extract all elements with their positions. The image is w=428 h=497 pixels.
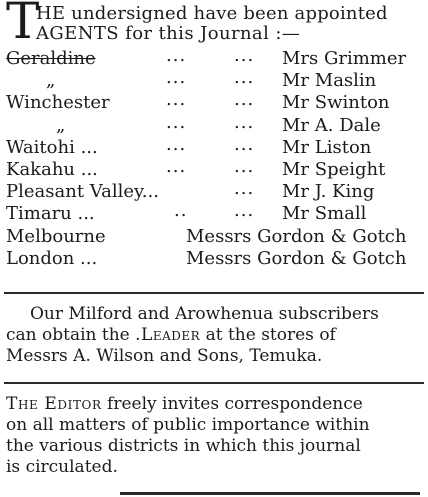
leader-dots: ... (234, 45, 255, 66)
leader-dots: ... (234, 155, 255, 177)
editor-line-3: the various districts in which this journal (6, 436, 361, 456)
leader-dots: ... (166, 89, 187, 111)
editor-title: The Editor (6, 394, 102, 414)
agent-place: Timaru ... (6, 203, 95, 225)
agent-place: Winchester (6, 92, 110, 114)
leader-dots: ... (234, 200, 255, 222)
agent-place: Geraldine (6, 48, 96, 69)
leader-dots: ... (166, 133, 187, 155)
leader-dots: ... (166, 111, 187, 133)
notice-line-2-start: can obtain the (6, 325, 130, 345)
subscribers-notice (6, 304, 424, 367)
ditto-mark: „ (46, 70, 56, 92)
intro-line-1: HE undersigned have been appointed (36, 3, 388, 24)
intro-line-2: AGENTS for this Journal :— (36, 23, 301, 44)
agent-name: Mr A. Dale (282, 114, 381, 136)
agent-place: London ... (6, 247, 98, 269)
notice-line-1: Our Milford and Arowhenua subscribers (30, 304, 379, 324)
editor-line-2: on all matters of public importance within (6, 415, 370, 435)
leader-dots: ... (234, 67, 255, 89)
leader-dots: ... (234, 111, 255, 133)
editor-line-1-end: freely invites correspondence (107, 394, 363, 414)
agent-name: Mr Maslin (282, 70, 377, 92)
leader-dots: ... (234, 178, 255, 200)
agents-list (6, 45, 424, 270)
notice-line-2-end: at the stores of (205, 325, 336, 345)
agents-announcement-heading (6, 2, 424, 52)
agent-row (6, 67, 424, 92)
agent-row (6, 155, 424, 181)
agent-place: Melbourne (6, 225, 106, 247)
editor-line-1 (6, 394, 424, 415)
drop-cap: T (6, 0, 39, 50)
leader-dots: ... (166, 45, 187, 66)
leader-dots: ... (234, 89, 255, 111)
agent-name: Messrs Gordon & Gotch (186, 247, 407, 269)
leader-dots: ... (234, 133, 255, 155)
divider-rule (4, 292, 424, 294)
agent-place: Kakahu ... (6, 158, 98, 180)
agent-row (6, 226, 424, 248)
agent-name: Messrs Gordon & Gotch (186, 225, 407, 247)
agent-row (6, 45, 424, 70)
bottom-rule (120, 492, 420, 495)
agent-row (6, 111, 424, 137)
leader-dots: ... (166, 67, 187, 89)
agent-row (6, 178, 424, 203)
notice-line-2 (6, 325, 424, 346)
editor-line-4: is circulated. (6, 457, 118, 477)
ditto-mark: „ (56, 114, 66, 136)
agent-name: Mr Liston (282, 136, 372, 158)
agent-row (6, 200, 424, 225)
agent-row (6, 248, 424, 270)
agent-name: Mr Swinton (282, 92, 390, 114)
notice-line-3: Messrs A. Wilson and Sons, Temuka. (6, 346, 323, 366)
agent-name: Mr Small (282, 203, 367, 225)
leader-dots: ... (166, 155, 187, 177)
agent-row (6, 89, 424, 114)
agent-place: Pleasant Valley... (6, 181, 159, 203)
journal-name: .Leader (135, 325, 201, 345)
agent-name: Mr J. King (282, 181, 375, 203)
agent-row (6, 133, 424, 159)
agent-name: Mr Speight (282, 158, 386, 180)
agent-name: Mrs Grimmer (282, 48, 407, 69)
divider-rule (4, 382, 424, 384)
leader-dots: .. (174, 200, 188, 222)
editor-notice (6, 394, 424, 478)
agent-place: Waitohi ... (6, 136, 98, 158)
